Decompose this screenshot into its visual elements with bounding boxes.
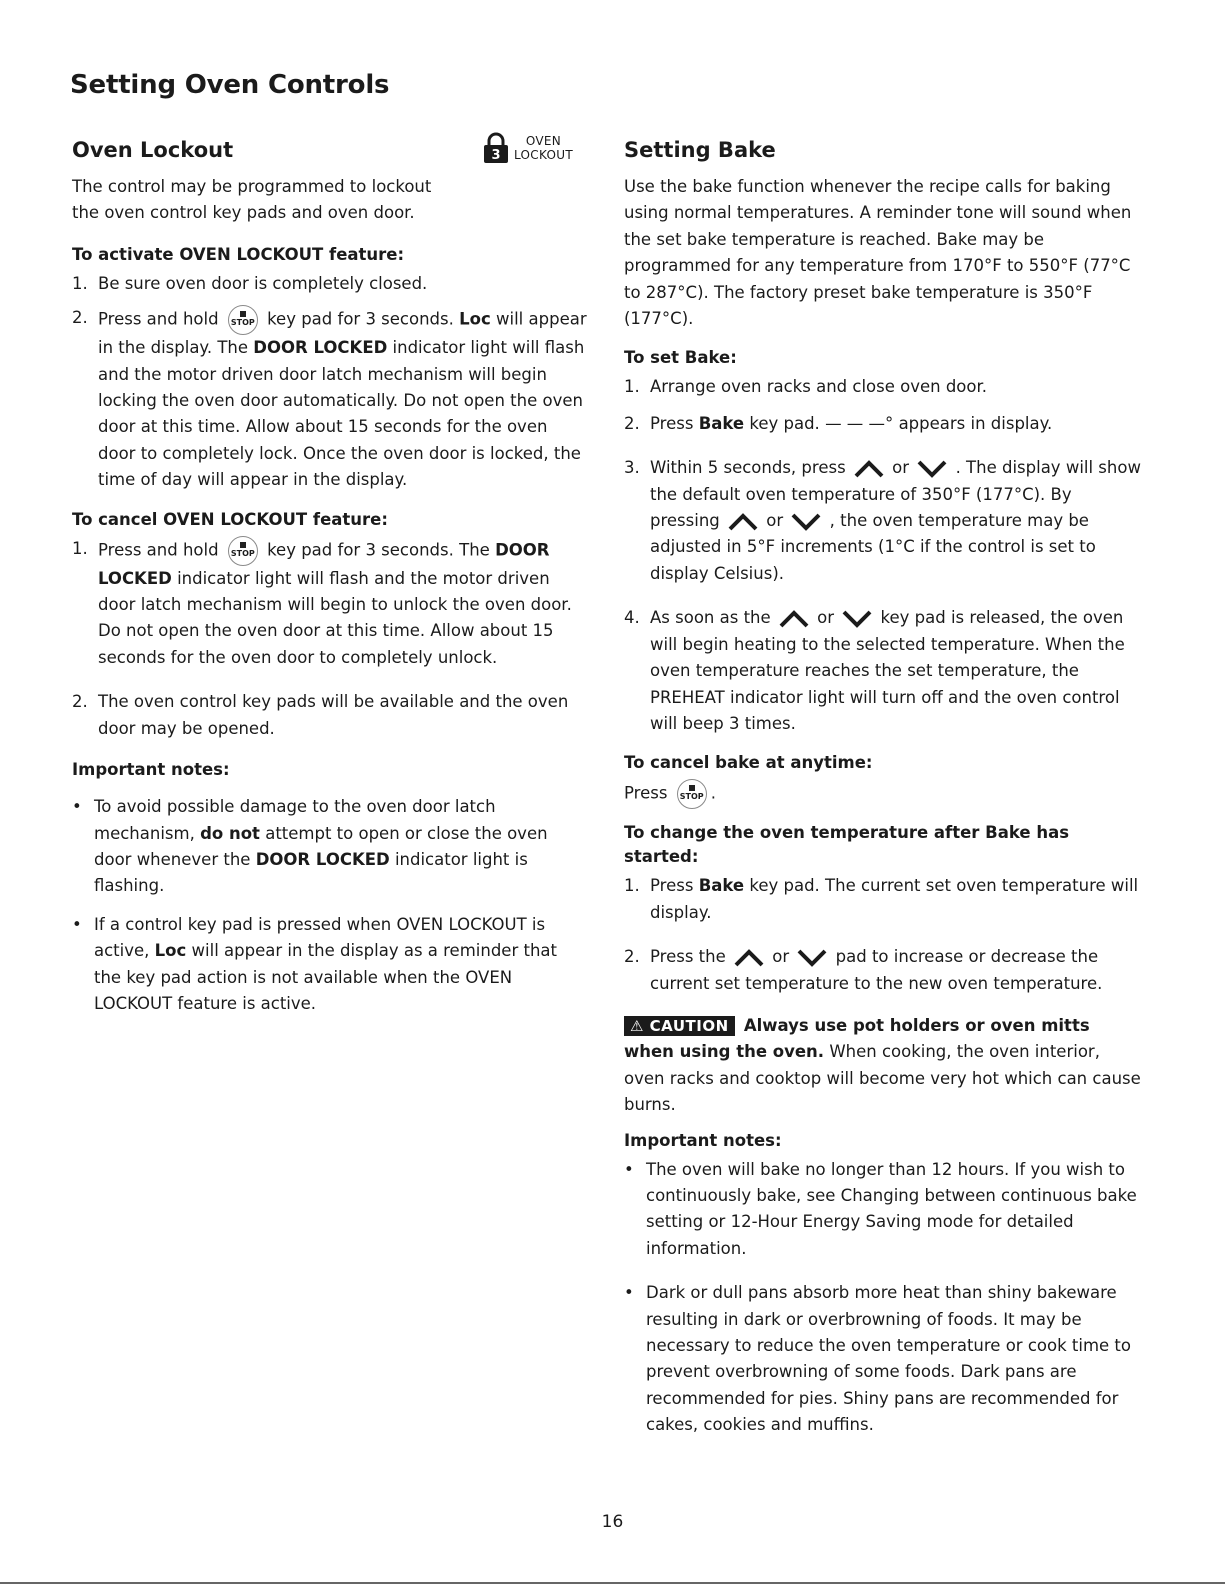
setting-bake-heading: Setting Bake <box>624 138 776 162</box>
step-text: pad to increase or decrease the current set temperature to the new oven temperature. <box>650 947 1103 993</box>
cancel-text: Press <box>624 783 668 803</box>
step-number: 3. <box>624 458 640 478</box>
down-arrow-icon <box>797 949 827 967</box>
step-text: Be sure oven door is completely closed. <box>98 273 428 293</box>
stop-key-label: STOP <box>679 792 704 802</box>
up-arrow-icon <box>734 949 764 967</box>
lock-digit: 3 <box>491 148 501 163</box>
stop-key-icon <box>228 305 258 335</box>
note-text: To avoid possible damage to the oven door latch mechanism, <box>94 797 496 843</box>
stop-key-icon <box>228 536 258 566</box>
step-text: The oven control key pads will be available and the oven door may be opened. <box>98 692 569 738</box>
bullet: • <box>624 1283 634 1303</box>
bake-note-2 <box>624 1280 1144 1438</box>
note-text: The oven will bake no longer than 12 hours. If you wish to continuously bake, see Changing between continuous bake setting or 12-Hour Energy Saving mode for detailed information. <box>646 1159 1137 1258</box>
door-locked-text: DOOR LOCKED <box>98 540 550 588</box>
step-text: or <box>772 947 790 967</box>
down-arrow-icon <box>842 610 872 628</box>
step-number: 4. <box>624 608 640 628</box>
step-text: key pad for 3 seconds. <box>267 309 454 329</box>
setting-bake-intro: Use the bake function whenever the recipe calls for baking using normal temperatures. A reminder tone will sound when the set bake temperature is reached. Bake may be programmed for any temperature from 170°F to 550°F (77°C to 287°C). The factory preset bake temperature is 350°F (177°C). <box>624 177 1132 329</box>
cancel-step-2 <box>72 689 587 742</box>
step-number: 2. <box>72 692 88 712</box>
lockout-note-2 <box>72 912 587 1018</box>
cancel-bake-heading: To cancel bake at anytime: <box>624 753 873 773</box>
bake-notes-heading: Important notes: <box>624 1130 782 1150</box>
step-text: Press <box>650 876 694 896</box>
lockout-notes-heading: Important notes: <box>72 760 230 780</box>
step-text: Arrange oven racks and close oven door. <box>650 377 988 397</box>
bullet: • <box>624 1159 634 1179</box>
step-text: or <box>892 458 910 478</box>
up-arrow-icon <box>728 513 758 531</box>
step-text: Press and hold <box>98 540 219 560</box>
note-text: Dark or dull pans absorb more heat than shiny bakeware resulting in dark or overbrowning of foods. It may be necessary to reduce the oven temperature or cook time to prevent overbrowning of some foods. Dark pans are recommended for pies. Shiny pans are recommended for cakes, cookies and muffins. <box>646 1283 1131 1435</box>
setting-bake-section <box>624 132 1144 1451</box>
change-temp-heading: To change the oven temperature after Bake has started: <box>624 823 1070 867</box>
note-text: will appear in the display as a reminder that the key pad action is not available when the OVEN LOCKOUT feature is active. <box>94 941 557 1013</box>
cancel-text-end: . <box>710 783 716 803</box>
change-step-2 <box>624 944 1144 997</box>
oven-lockout-intro: The control may be programmed to lockout the oven control key pads and oven door. <box>72 177 432 223</box>
door-locked-text: DOOR LOCKED <box>253 338 388 358</box>
bullet: • <box>72 914 82 934</box>
page-number: 16 <box>601 1512 624 1532</box>
set-bake-heading: To set Bake: <box>624 348 737 368</box>
step-text: Press and hold <box>98 309 219 329</box>
stop-key-icon <box>677 779 707 809</box>
display-dashes: — — —° <box>825 413 894 433</box>
cancel-bake-text <box>624 779 1144 809</box>
oven-lockout-section <box>72 132 587 1029</box>
step-text: or <box>817 608 835 628</box>
step-text: , the oven temperature may be adjusted in 5°F increments (1°C if the control is set to display Celsius). <box>650 511 1096 583</box>
bake-note-1 <box>624 1157 1144 1263</box>
stop-key-label: STOP <box>230 318 255 328</box>
step-text: appears in display. <box>898 413 1053 433</box>
oven-lockout-heading: Oven Lockout <box>72 138 234 162</box>
down-arrow-icon <box>917 460 947 478</box>
caution-badge: ⚠ CAUTION <box>624 1016 735 1036</box>
step-text: indicator light will flash and the motor driven door latch mechanism will begin locking the oven door automatically. Do not open the oven door at this time. Allow about 15 seconds for the oven door to completely lock. Once the oven door is locked, the time of day will appear in the display. <box>98 338 585 490</box>
bottom-rule <box>0 1582 1225 1584</box>
note-text: indicator light is flashing. <box>94 849 528 896</box>
page-title: Setting Oven Controls <box>70 70 390 100</box>
activate-step-1 <box>72 271 587 297</box>
down-arrow-icon <box>791 513 821 531</box>
step-text: indicator light will flash and the motor driven door latch mechanism will begin to unlock the oven door. Do not open the oven door at this time. Allow about 15 seconds for the oven door to completely unlock. <box>98 568 572 667</box>
bake-step-2 <box>624 411 1144 437</box>
step-number: 1. <box>624 377 640 397</box>
do-not-text: do not <box>200 823 260 843</box>
bake-key-text: Bake <box>698 876 745 896</box>
step-text: Press <box>650 413 694 433</box>
caution-block <box>624 1013 1144 1119</box>
activate-step-2 <box>72 305 587 493</box>
bake-key-text: Bake <box>698 413 745 433</box>
note-text: If a control key pad is pressed when OVEN LOCKOUT is active, <box>94 914 546 961</box>
lock-label-line2: LOCKOUT <box>514 148 573 162</box>
up-arrow-icon <box>854 460 884 478</box>
lock-label-line1: OVEN <box>525 134 562 148</box>
cancel-step-1 <box>72 536 587 672</box>
bake-step-4 <box>624 605 1144 737</box>
step-text: key pad. <box>749 413 820 433</box>
step-number: 2. <box>624 947 640 967</box>
change-step-1 <box>624 873 1144 926</box>
step-text: Press the <box>650 947 726 967</box>
caution-text: When cooking, the oven interior, oven racks and cooktop will become very hot which can cause burns. <box>624 1042 1141 1115</box>
loc-display-text: Loc <box>459 309 491 329</box>
cancel-lockout-heading: To cancel OVEN LOCKOUT feature: <box>72 509 388 529</box>
step-text: As soon as the <box>650 608 771 628</box>
caution-bold-text: Always use pot holders or oven mitts when using the oven. <box>624 1015 1090 1062</box>
step-number: 2. <box>624 413 640 433</box>
lockout-note-1 <box>72 794 587 900</box>
bake-step-1 <box>624 374 1144 400</box>
bake-step-3 <box>624 455 1144 587</box>
step-text: . The display will show the default oven temperature of 350°F (177°C). By pressing <box>650 458 1141 531</box>
door-locked-text: DOOR LOCKED <box>255 849 390 869</box>
step-text: key pad is released, the oven will begin heating to the selected temperature. When the oven temperature reaches the set temperature, the PREHEAT indicator light will turn off and the oven control will beep 3 times. <box>650 608 1125 733</box>
step-number: 2. <box>72 308 88 328</box>
up-arrow-icon <box>779 610 809 628</box>
step-number: 1. <box>72 538 88 558</box>
activate-heading: To activate OVEN LOCKOUT feature: <box>72 244 405 264</box>
step-text: or <box>766 511 784 531</box>
step-text: key pad. The current set oven temperature will display. <box>650 876 1139 922</box>
step-text: will appear in the display. The <box>98 309 587 358</box>
loc-display-text: Loc <box>154 941 187 961</box>
bullet: • <box>72 797 82 817</box>
step-text: key pad for 3 seconds. The <box>267 540 490 560</box>
step-number: 1. <box>72 273 88 293</box>
note-text: attempt to open or close the oven door whenever the <box>94 823 548 869</box>
step-number: 1. <box>624 876 640 896</box>
step-text: Within 5 seconds, press <box>650 458 846 478</box>
stop-key-label: STOP <box>230 548 255 558</box>
